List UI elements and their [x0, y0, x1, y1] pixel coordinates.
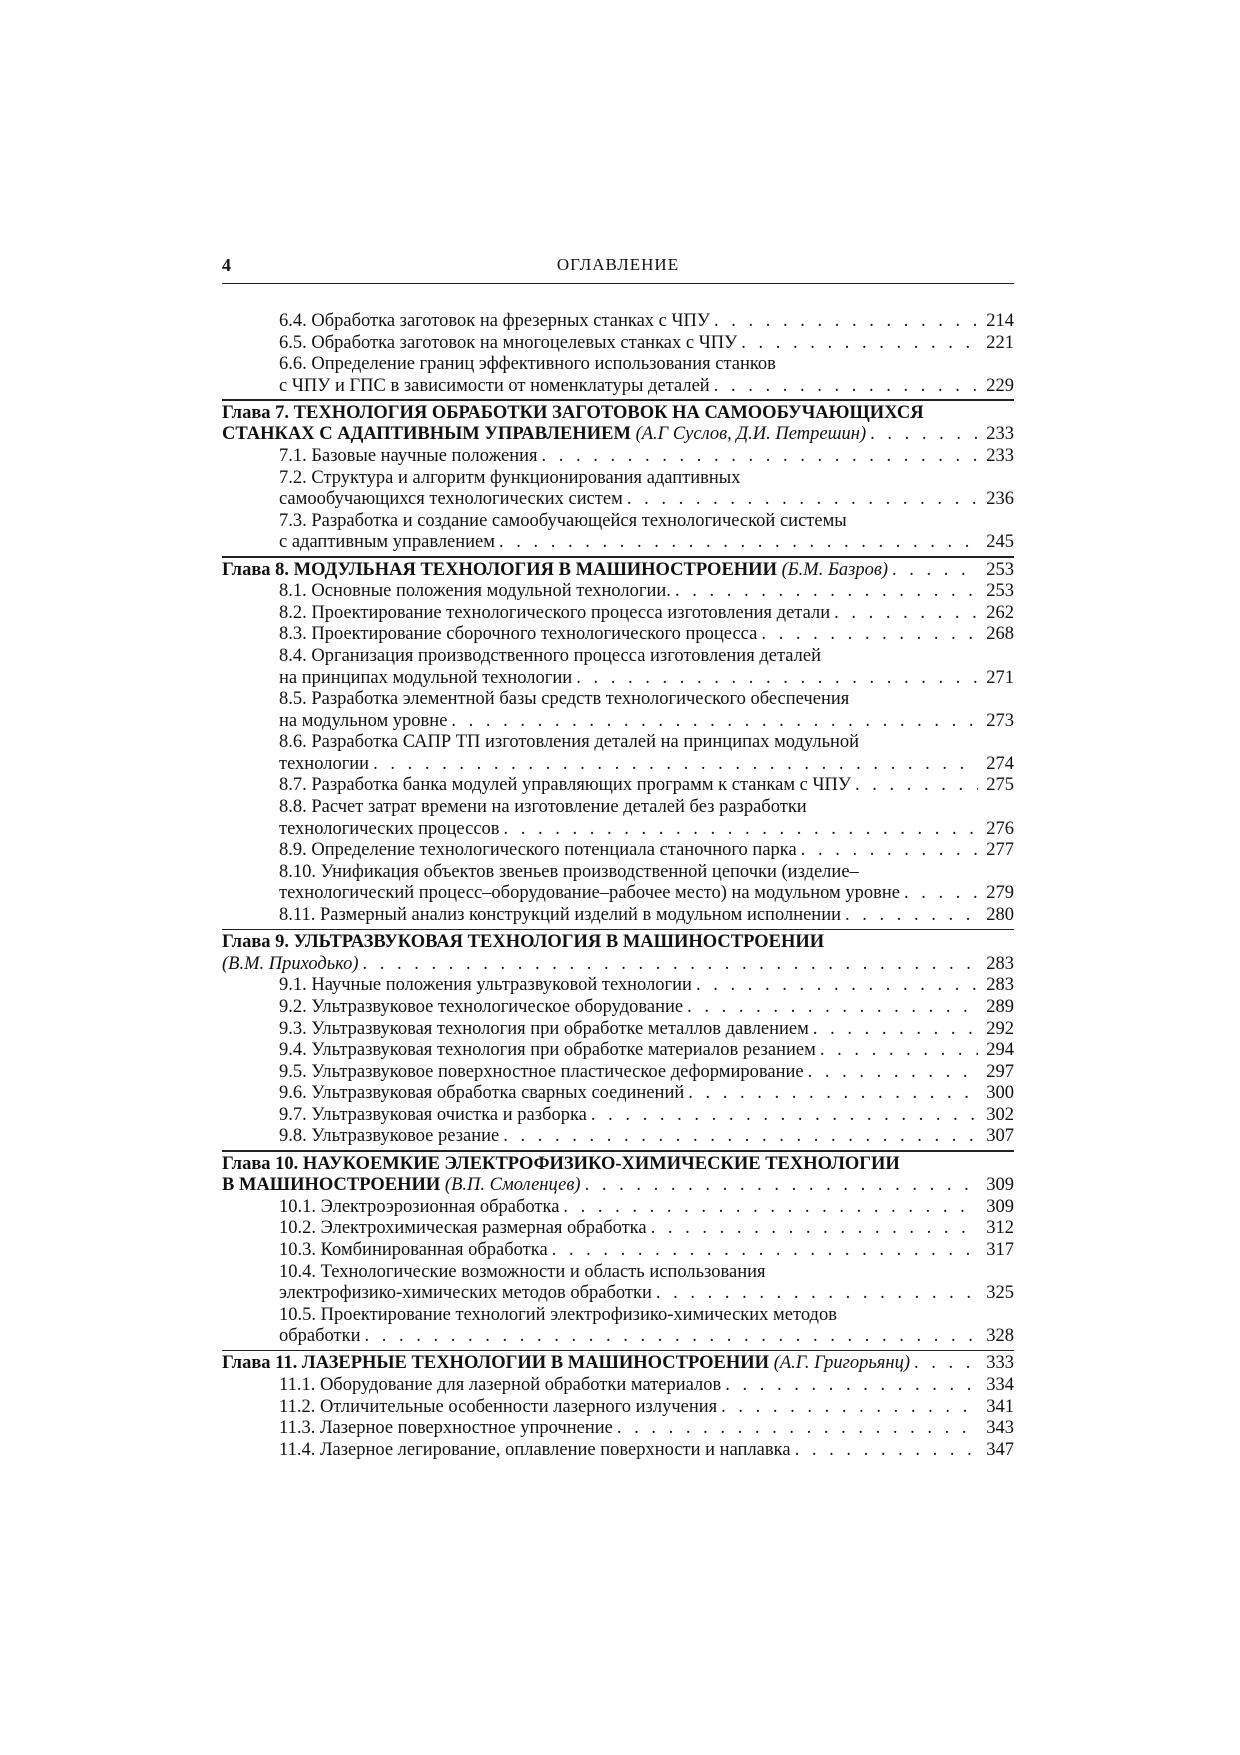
toc-entry-line	[222, 624, 1014, 646]
toc-entry-text: 8.8. Расчет затрат времени на изготовление деталей без разработки	[279, 797, 807, 818]
dot-leader	[808, 1062, 978, 1084]
page-ref: 297	[986, 1061, 1014, 1082]
dot-leader	[714, 311, 978, 333]
dot-leader	[542, 446, 978, 468]
page-ref: 325	[986, 1283, 1014, 1304]
toc-entry-text: 8.11. Размерный анализ конструкций изделий в модульном исполнении	[279, 905, 842, 926]
chapter-divider	[222, 399, 1014, 401]
dot-leader	[820, 1040, 978, 1062]
chapter-title-line	[222, 560, 1014, 582]
chapter-title-text: СТАНКАХ С АДАПТИВНЫМ УПРАВЛЕНИЕМ (А.Г Суслов, Д.И. Петрешин)	[222, 424, 867, 445]
dot-leader	[651, 1218, 978, 1240]
toc-entry-line	[222, 732, 1014, 754]
chapter-divider	[222, 929, 1014, 931]
page-ref: 262	[986, 602, 1014, 623]
chapter-authors: (Б.М. Базров)	[781, 559, 889, 580]
toc-entry-line	[222, 511, 1014, 533]
toc-entry-line	[222, 1240, 1014, 1262]
toc-entry-line	[222, 1326, 1014, 1348]
toc-entry-text: 11.1. Оборудование для лазерной обработки материалов	[279, 1375, 722, 1395]
page-ref: 312	[986, 1218, 1014, 1239]
page-ref: 341	[986, 1396, 1014, 1417]
page-ref: 233	[986, 446, 1014, 467]
page-ref: 334	[986, 1375, 1014, 1395]
toc-entry-text: 10.3. Комбинированная обработка	[279, 1239, 548, 1260]
chapter-title-line	[222, 1353, 1014, 1375]
dot-leader	[801, 840, 978, 862]
chapter-title-text: В МАШИНОСТРОЕНИИ (В.П. Смоленцев)	[222, 1175, 581, 1196]
page-title: ОГЛАВЛЕНИЕ	[556, 255, 680, 274]
chapter-authors: (В.П. Смоленцев)	[444, 1175, 581, 1196]
toc-entry-text: 11.2. Отличительные особенности лазерного излучения	[279, 1396, 718, 1417]
dot-leader	[834, 603, 978, 625]
toc-entry-line	[222, 468, 1014, 490]
page-ref: 268	[986, 624, 1014, 645]
toc-entry-text: 10.1. Электроэрозионная обработка	[279, 1196, 560, 1217]
toc-entry-text: 8.5. Разработка элементной базы средств технологического обеспечения	[279, 689, 850, 710]
chapter-title-text: Глава 8. МОДУЛЬНАЯ ТЕХНОЛОГИЯ В МАШИНОСТРОЕНИИ (Б.М. Базров)	[222, 559, 889, 580]
page-ref: 236	[986, 489, 1014, 510]
dot-leader	[696, 975, 978, 997]
toc-entry-line	[222, 775, 1014, 797]
chapter-authors: (А.Г. Григорьянц)	[773, 1353, 910, 1374]
toc-entry-line	[222, 1397, 1014, 1419]
chapter-divider	[222, 1350, 1014, 1352]
toc-entry-line	[222, 1062, 1014, 1084]
page-ref: 233	[986, 424, 1014, 445]
toc-entry-text: электрофизико-химических методов обработки	[279, 1283, 652, 1304]
toc-entry-line	[222, 668, 1014, 690]
toc-entry-text: 8.9. Определение технологического потенциала станочного парка	[279, 840, 797, 861]
dot-leader	[721, 1397, 978, 1419]
toc-entry-line	[222, 1040, 1014, 1062]
toc-entry-text: самообучающихся технологических систем	[279, 489, 623, 510]
page-ref: 317	[986, 1239, 1014, 1260]
chapter-sections	[222, 1197, 1014, 1348]
dot-leader	[576, 668, 978, 690]
toc-entry-text: 6.4. Обработка заготовок на фрезерных станках с ЧПУ	[279, 311, 711, 331]
page-ref: 283	[986, 953, 1014, 974]
toc-chapter-7	[222, 403, 1014, 554]
dot-leader	[504, 819, 978, 841]
toc-entry-line	[222, 1305, 1014, 1327]
toc-entry-text: 8.1. Основные положения модульной технологии.	[279, 581, 671, 602]
toc-entry-line	[222, 883, 1014, 905]
toc-entry-text: 8.10. Унификация объектов звеньев производственной цепочки (изделие–	[279, 861, 859, 882]
toc-entry-line	[222, 1083, 1014, 1105]
toc-chapter-9	[222, 932, 1014, 1148]
toc-entry-line	[222, 376, 1014, 398]
chapter-title-text: Глава 7. ТЕХНОЛОГИЯ ОБРАБОТКИ ЗАГОТОВОК НА САМООБУЧАЮЩИХСЯ	[222, 402, 924, 423]
toc-entry-line	[222, 1283, 1014, 1305]
dot-leader	[741, 333, 978, 355]
toc-entry-line	[222, 1218, 1014, 1240]
chapter-sections	[222, 975, 1014, 1148]
page-ref: 274	[986, 753, 1014, 774]
dot-leader	[656, 1283, 978, 1305]
dot-leader	[845, 905, 978, 927]
toc-entry-text: с адаптивным управлением	[279, 532, 495, 553]
toc-entry-line	[222, 711, 1014, 733]
toc-entry-line	[222, 905, 1014, 927]
page-ref: 253	[986, 581, 1014, 602]
dot-leader	[617, 1418, 978, 1440]
dot-leader	[855, 775, 978, 797]
dot-leader	[761, 624, 978, 646]
dot-leader	[870, 424, 978, 446]
toc-entry-line	[222, 975, 1014, 997]
dot-leader	[591, 1105, 978, 1127]
toc-entry-line	[222, 1197, 1014, 1219]
dot-leader	[552, 1240, 978, 1262]
page-ref: 347	[986, 1439, 1014, 1460]
toc-entry-text: 9.8. Ультразвуковое резание	[279, 1126, 500, 1147]
toc-entry-text: 8.7. Разработка банка модулей управляющих программ к станкам с ЧПУ	[279, 775, 851, 796]
dot-leader	[499, 532, 978, 554]
toc-entry-text: 11.3. Лазерное поверхностное упрочнение	[279, 1418, 613, 1439]
page-ref: 309	[986, 1196, 1014, 1217]
toc-entry-text: на принципах модульной технологии	[279, 667, 573, 688]
toc-entry-text: 6.6. Определение границ эффективного использования станков	[279, 354, 776, 375]
dot-leader	[904, 883, 978, 905]
toc-entry-line	[222, 311, 1014, 333]
toc-entry-line	[222, 333, 1014, 355]
page-ref: 333	[986, 1353, 1014, 1374]
chapter-divider	[222, 556, 1014, 558]
page-ref: 309	[986, 1175, 1014, 1196]
dot-leader	[363, 954, 978, 976]
dot-leader	[365, 1326, 978, 1348]
toc-entry-line	[222, 532, 1014, 554]
dot-leader	[914, 1353, 978, 1375]
chapter-sections	[222, 581, 1014, 927]
dot-leader	[451, 711, 978, 733]
chapter-title-line	[222, 932, 1014, 954]
page-ref: 343	[986, 1418, 1014, 1439]
toc-entry-text: 9.6. Ультразвуковая обработка сварных соединений	[279, 1083, 685, 1104]
page-ref: 300	[986, 1083, 1014, 1104]
toc-entry-text: 10.2. Электрохимическая размерная обработка	[279, 1218, 647, 1239]
running-header	[222, 255, 1014, 284]
toc-entry-line	[222, 689, 1014, 711]
chapter-title-line	[222, 1175, 1014, 1197]
chapter-title-line	[222, 403, 1014, 425]
toc-entry-line	[222, 1105, 1014, 1127]
toc-entry-line	[222, 354, 1014, 376]
toc-entry-text: на модульном уровне	[279, 710, 448, 731]
page-ref: 275	[986, 775, 1014, 796]
toc-entry-text: обработки	[279, 1326, 361, 1347]
toc-entry-text: с ЧПУ и ГПС в зависимости от номенклатуры деталей	[279, 375, 710, 396]
chapter-sections	[222, 1375, 1014, 1461]
dot-leader	[687, 997, 978, 1019]
toc-entry-line	[222, 997, 1014, 1019]
chapter-title-text: Глава 11. ЛАЗЕРНЫЕ ТЕХНОЛОГИИ В МАШИНОСТРОЕНИИ (А.Г. Григорьянц)	[222, 1353, 910, 1374]
toc-entry-text: 11.4. Лазерное легирование, оплавление поверхности и наплавка	[279, 1439, 791, 1460]
page-ref: 289	[986, 996, 1014, 1017]
toc-entry-text: технологический процесс–оборудование–рабочее место) на модульном уровне	[279, 883, 900, 904]
page-ref: 302	[986, 1104, 1014, 1125]
toc-entry-text: 8.2. Проектирование технологического процесса изготовления детали	[279, 602, 831, 623]
toc-entry-text: 7.2. Структура и алгоритм функционирования адаптивных	[279, 467, 741, 488]
toc-entry-text: 7.1. Базовые научные положения	[279, 446, 538, 467]
page-number: 4	[222, 255, 231, 275]
toc-entry-text: технологических процессов	[279, 818, 500, 839]
page-ref: 253	[986, 559, 1014, 580]
dot-leader	[813, 1019, 978, 1041]
page-ref: 292	[986, 1018, 1014, 1039]
page-ref: 283	[986, 975, 1014, 996]
toc-entry-line	[222, 1019, 1014, 1041]
dot-leader	[795, 1440, 978, 1462]
toc-entry-line	[222, 819, 1014, 841]
toc-chapter-11	[222, 1353, 1014, 1461]
dot-leader	[503, 1126, 978, 1148]
page-ref: 294	[986, 1040, 1014, 1061]
toc-entry-line	[222, 1126, 1014, 1148]
toc-entry-text: 8.4. Организация производственного процесса изготовления деталей	[279, 645, 821, 666]
page-ref: 280	[986, 905, 1014, 926]
toc-entry-line	[222, 840, 1014, 862]
chapter-title-line	[222, 1154, 1014, 1176]
page-ref: 277	[986, 840, 1014, 861]
toc-entry-line	[222, 581, 1014, 603]
toc-entry-line	[222, 797, 1014, 819]
toc-entry-text: 9.3. Ультразвуковая технология при обработке металлов давлением	[279, 1018, 809, 1039]
page-ref: 229	[986, 375, 1014, 396]
chapter-title-text: Глава 9. УЛЬТРАЗВУКОВАЯ ТЕХНОЛОГИЯ В МАШИНОСТРОЕНИИ	[222, 932, 825, 953]
chapter-title-text: Глава 10. НАУКОЕМКИЕ ЭЛЕКТРОФИЗИКО-ХИМИЧЕСКИЕ ТЕХНОЛОГИИ	[222, 1153, 900, 1174]
chapter-sections	[222, 446, 1014, 554]
toc-entry-line	[222, 1418, 1014, 1440]
page-ref: 214	[986, 311, 1014, 331]
toc-entry-line	[222, 489, 1014, 511]
toc-entry-text: 6.5. Обработка заготовок на многоцелевых станках с ЧПУ	[279, 332, 738, 353]
toc-entry-text: 9.4. Ультразвуковая технология при обработке материалов резанием	[279, 1040, 816, 1061]
toc-entry-line	[222, 603, 1014, 625]
toc-entry-text: 10.5. Проектирование технологий электрофизико-химических методов	[279, 1304, 837, 1325]
toc-chapter-10	[222, 1154, 1014, 1348]
toc-entry-text: 8.3. Проектирование сборочного технологического процесса	[279, 624, 758, 645]
toc-entry-text: 8.6. Разработка САПР ТП изготовления деталей на принципах модульной	[279, 732, 860, 753]
toc-entry-text: 9.5. Ультразвуковое поверхностное пластическое деформирование	[279, 1061, 804, 1082]
page-ref: 221	[986, 332, 1014, 353]
page-ref: 271	[986, 667, 1014, 688]
toc-entry-text: технологии	[279, 753, 370, 774]
page-ref: 307	[986, 1126, 1014, 1147]
toc-entry-text: 9.1. Научные положения ультразвуковой технологии	[279, 975, 692, 996]
dot-leader	[892, 560, 978, 582]
toc-entry-text: 9.2. Ультразвуковое технологическое оборудование	[279, 996, 684, 1017]
page-ref: 245	[986, 532, 1014, 553]
dot-leader	[585, 1175, 978, 1197]
chapter-authors: (А.Г Суслов, Д.И. Петрешин)	[635, 424, 867, 445]
dot-leader	[627, 489, 978, 511]
toc-entry-line	[222, 646, 1014, 668]
toc-section-6-tail	[222, 311, 1014, 397]
toc-entry-line	[222, 862, 1014, 884]
toc-chapter-8	[222, 560, 1014, 927]
page-ref: 279	[986, 883, 1014, 904]
page-ref: 273	[986, 710, 1014, 731]
table-of-contents	[222, 311, 1014, 1461]
toc-entry-line	[222, 446, 1014, 468]
dot-leader	[675, 581, 978, 603]
dot-leader	[714, 376, 978, 398]
dot-leader	[688, 1083, 978, 1105]
toc-entry-text: 7.3. Разработка и создание самообучающейся технологической системы	[279, 510, 847, 531]
chapter-title-line	[222, 424, 1014, 446]
dot-leader	[725, 1375, 978, 1397]
toc-entry-text: 10.4. Технологические возможности и область использования	[279, 1261, 766, 1282]
chapter-title-line	[222, 954, 1014, 976]
chapter-divider	[222, 1150, 1014, 1152]
toc-entry-text: 9.7. Ультразвуковая очистка и разборка	[279, 1104, 587, 1125]
dot-leader	[563, 1197, 978, 1219]
dot-leader	[373, 754, 978, 776]
toc-entry-line	[222, 754, 1014, 776]
chapter-authors: (В.М. Приходько)	[222, 953, 359, 974]
toc-entry-line	[222, 1262, 1014, 1284]
page-ref: 276	[986, 818, 1014, 839]
toc-entry-line	[222, 1375, 1014, 1397]
toc-entry-line	[222, 1440, 1014, 1462]
page-ref: 328	[986, 1326, 1014, 1347]
